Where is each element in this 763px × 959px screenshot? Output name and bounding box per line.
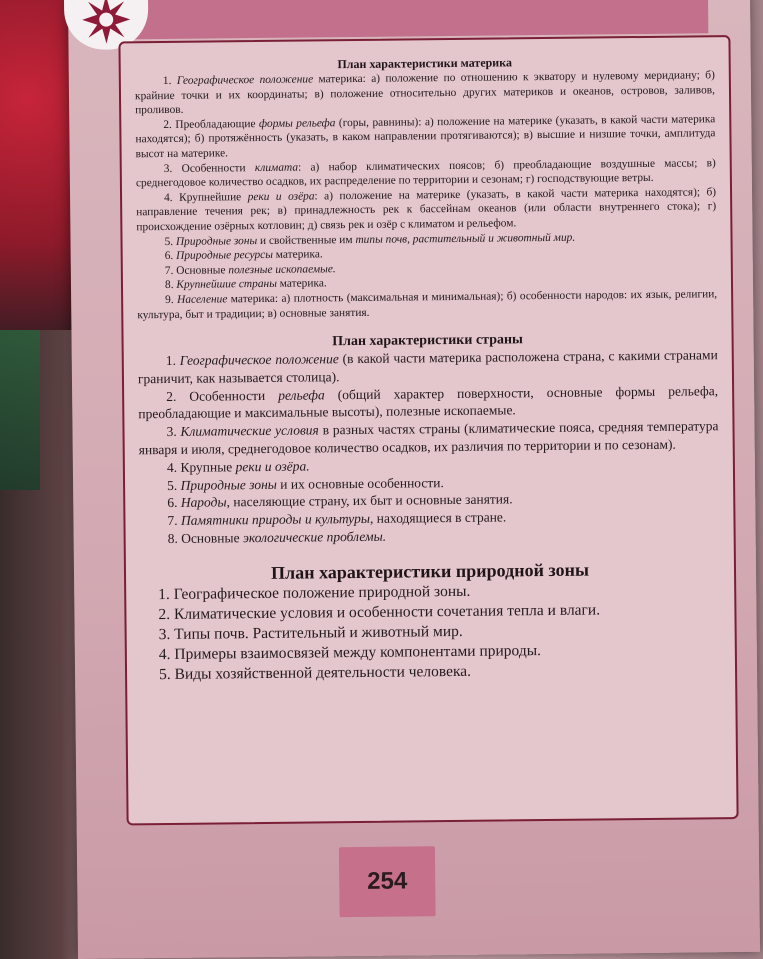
item-text: материка: а) плотность (максимальная и минимальная); б) особенности народов: их язык, религии, культура, быт и традиции; в) основные занятия. <box>137 288 718 321</box>
item-text: полезные ископаемые. <box>228 262 336 277</box>
item-number: 6. <box>164 250 177 263</box>
book-page <box>68 0 760 959</box>
item-text: Основные <box>181 530 243 546</box>
item-text: формы рельефа <box>258 116 336 130</box>
item-text: реки и озёра <box>247 190 315 203</box>
plan-item <box>121 112 729 162</box>
item-text: Климатические условия <box>180 422 319 440</box>
item-text: (горы, равнины): а) положение на материке (указать, в какой части материка находятся); б) протяжённость (указать, в каком направлении протягиваются); в) высшие и низшие точки, амплитуда высот на материке. <box>135 113 716 161</box>
item-text: Население <box>177 293 228 306</box>
item-list <box>121 68 732 322</box>
item-text: типы почв, растительный и животный мир. <box>355 231 576 246</box>
item-number: 2. <box>163 118 176 131</box>
item-text: Крупнейшие страны <box>176 278 277 292</box>
item-text: Народы <box>180 494 227 511</box>
item-list <box>126 579 735 685</box>
item-text: Географическое положение <box>176 73 314 87</box>
item-number: 3. <box>166 424 181 440</box>
item-number: 4. <box>164 191 180 204</box>
item-text: экологические проблемы. <box>242 528 387 546</box>
item-text: материка: а) положение по отношению к экватору и нулевому меридиану; б) крайние точки и их координаты; в) положение относительно других материков и океанов, островов, заливов, проливов. <box>134 69 716 117</box>
page-number-box <box>339 846 436 917</box>
item-list <box>124 346 734 548</box>
item-text: : а) набор климатических поясов; б) преобладающие воздушные массы; в) среднегодовое количество осадков, их распределение по территории и сезонам; г) господствующие ветры. <box>135 156 716 190</box>
section-continent-plan <box>121 53 732 322</box>
item-text: и свойственные им <box>257 233 356 247</box>
item-number: 1. <box>162 74 177 88</box>
item-text: материка. <box>272 248 323 261</box>
item-text: Особенности <box>181 161 255 175</box>
item-text: материка. <box>276 277 327 291</box>
item-number: 6. <box>167 495 181 511</box>
item-number: 8. <box>167 530 182 547</box>
section-country-plan <box>124 330 734 548</box>
plan-item: 3. Типы почв. Растительный и животный мир. <box>158 622 463 643</box>
item-text: Основные <box>176 264 229 277</box>
item-number: 9. <box>165 293 178 306</box>
plan-item: 1. Географическое положение природной зоны. <box>158 582 471 603</box>
background-object-green <box>0 330 40 490</box>
section-natural-zone-plan <box>126 558 735 685</box>
section-title: План характеристики природной зоны <box>270 559 590 583</box>
item-text: реки и озёра. <box>235 458 310 475</box>
item-text: Географическое положение <box>179 351 339 368</box>
plan-item <box>121 68 729 118</box>
section-title: План характеристики страны <box>332 332 524 350</box>
item-text: климата <box>254 161 299 174</box>
item-text: , находящиеся в стране. <box>369 509 507 527</box>
plan-item <box>123 287 731 323</box>
item-text: Природные зоны <box>180 476 277 493</box>
plan-item: 4. Примеры взаимосвязей между компонентами природы. <box>158 641 542 663</box>
section-title: План характеристики материка <box>337 55 513 72</box>
item-text: Особенности <box>189 387 279 404</box>
item-text: Памятники природы и культуры <box>180 511 371 529</box>
item-number: 8. <box>164 279 177 292</box>
item-text: : а) положение на материке (указать, в какой части материка находятся); б) направление течения рек; в) принадлежность рек к бассейнам океанов (или области внутреннего стока); г) происхождение озёрных котловин; д) связь рек и озёр с климатом и рельефом. <box>136 185 717 234</box>
plan-item: 5. Виды хозяйственной деятельности человека. <box>158 662 472 683</box>
item-number: 7. <box>167 513 182 529</box>
item-number: 1. <box>165 352 180 369</box>
page-number: 254 <box>367 867 408 895</box>
item-text: Природные зоны <box>175 234 258 248</box>
content-frame <box>118 35 738 825</box>
plan-item <box>124 417 732 459</box>
item-text: Природные ресурсы <box>176 248 273 263</box>
plan-item: 2. Климатические условия и особенности сочетания тепла и влаги. <box>158 601 601 623</box>
item-number: 5. <box>164 235 176 248</box>
item-text: Крупные <box>180 459 236 475</box>
item-text: (в какой части материка расположена страна, с какими странами граничит, как называется столица). <box>137 347 718 387</box>
item-number: 5. <box>167 477 181 493</box>
item-text: (общий характер поверхности, основные формы рельефа, преобладающие и максимальные высоты), полезные ископаемые. <box>138 382 719 422</box>
item-text: Преобладающие <box>175 117 260 131</box>
item-text: рельефа <box>278 387 325 403</box>
item-number: 4. <box>166 459 181 475</box>
item-text: в разных частях страны (климатические пояса, средняя температура января и июля, среднегодовое количество осадков, их различия по территории и по сезонам). <box>138 418 719 458</box>
item-text: Крупнейшие <box>179 190 248 204</box>
item-text: , населяющие страну, их быт и основные занятия. <box>226 491 513 510</box>
top-decorative-band <box>98 0 708 40</box>
plan-item <box>122 185 730 235</box>
item-number: 3. <box>163 162 182 175</box>
item-number: 7. <box>164 264 177 277</box>
item-number: 2. <box>166 388 190 404</box>
item-text: и их основные особенности. <box>276 474 444 492</box>
